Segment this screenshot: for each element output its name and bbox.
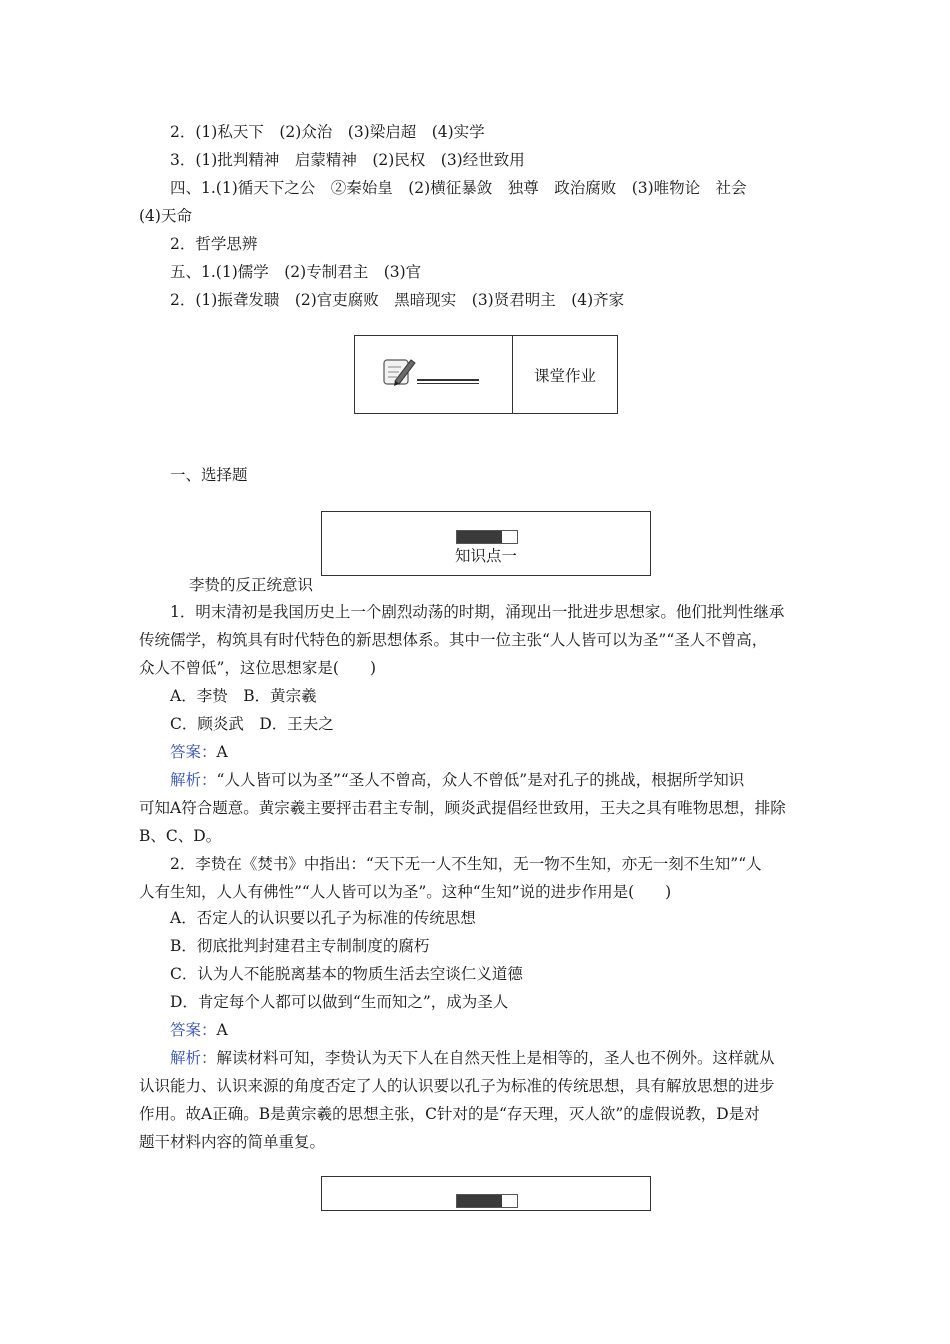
question-stem: 2．李贽在《焚书》中指出：“天下无一人不生知，无一物不生知，亦无一刻不生知”“人: [170, 855, 762, 873]
question-stem: 众人不曾低”，这位思想家是( ): [139, 659, 377, 677]
answer-value: A: [216, 1021, 228, 1039]
banner-rule: [417, 383, 479, 384]
answer-line: 五、1.(1)儒学 (2)专制君主 (3)官: [170, 263, 422, 281]
answer-row: [170, 1019, 228, 1041]
analysis-text: 可知A符合题意。黄宗羲主要抨击君主专制，顾炎武提倡经世致用，王夫之具有唯物思想，排除: [139, 799, 786, 817]
knowledge-point-subtitle: 李贽的反正统意识: [189, 576, 314, 594]
analysis-text: “人人皆可以为圣”“圣人不曾高，众人不曾低”是对孔子的挑战，根据所学知识: [216, 771, 745, 789]
knowledge-point-bar-fill: [457, 531, 502, 543]
question-option: A．否定人的认识要以孔子为标准的传统思想: [170, 909, 476, 927]
analysis-text: 作用。故A正确。B是黄宗羲的思想主张，C针对的是“存天理，灭人欲”的虚假说教，D是对: [139, 1105, 760, 1123]
question-option: C．认为人不能脱离基本的物质生活去空谈仁义道德: [170, 965, 523, 983]
analysis-row: [170, 769, 744, 791]
answer-line: 四、1.(1)循天下之公 ②秦始皇 (2)横征暴敛 独尊 政治腐败 (3)唯物论 社会: [170, 179, 747, 197]
answer-line: (4)天命: [139, 207, 192, 225]
analysis-text: 题干材料内容的简单重复。: [139, 1133, 326, 1151]
banner-label: 课堂作业: [533, 366, 596, 385]
analysis-text: B、C、D。: [139, 827, 222, 845]
knowledge-point-box: [321, 1176, 651, 1211]
pencil-icon: [381, 354, 417, 388]
analysis-text: 认识能力、认识来源的角度否定了人的认识要以孔子为标准的传统思想，具有解放思想的进步: [139, 1077, 775, 1095]
answer-value: A: [216, 743, 228, 761]
analysis-tag: 解析：: [170, 771, 217, 789]
question-stem: 传统儒学，构筑具有时代特色的新思想体系。其中一位主张“人人皆可以为圣”“圣人不曾高，: [139, 631, 768, 649]
answer-line: 3．(1)批判精神 启蒙精神 (2)民权 (3)经世致用: [170, 151, 525, 169]
analysis-tag: 解析：: [170, 1049, 217, 1067]
knowledge-point-box: [321, 511, 651, 576]
answer-row: [170, 741, 228, 763]
knowledge-point-bar-fill: [457, 1195, 502, 1207]
banner-rule: [417, 379, 479, 381]
question-stem: 人有生知，人人有佛性”“人人皆可以为圣”。这种“生知”说的进步作用是( ): [139, 883, 672, 901]
analysis-text: 解读材料可知，李贽认为天下人在自然天性上是相等的，圣人也不例外。这样就从: [216, 1049, 775, 1067]
answer-line: 2．哲学思辨: [170, 235, 258, 253]
question-option: C．顾炎武 D．王夫之: [170, 715, 334, 733]
section-banner: [354, 335, 618, 414]
answer-line: 2．(1)振聋发聩 (2)官吏腐败 黑暗现实 (3)贤君明主 (4)齐家: [170, 291, 625, 309]
question-stem: 1．明末清初是我国历史上一个剧烈动荡的时期，涌现出一批进步思想家。他们批判性继承: [170, 603, 785, 621]
answer-tag: 答案：: [170, 1021, 217, 1039]
knowledge-point-bar: [456, 1194, 518, 1208]
knowledge-point-bar: [456, 530, 518, 544]
knowledge-point-label: 知识点一: [454, 547, 517, 565]
banner-label-cell: [513, 336, 617, 413]
question-option: A．李贽 B．黄宗羲: [170, 687, 317, 705]
question-option: B．彻底批判封建君主专制制度的腐朽: [170, 937, 430, 955]
analysis-row: [170, 1047, 775, 1069]
question-option: D．肯定每个人都可以做到“生而知之”，成为圣人: [170, 993, 509, 1011]
answer-tag: 答案：: [170, 743, 217, 761]
banner-icon-cell: [355, 336, 513, 413]
section-title: 一、选择题: [170, 466, 248, 484]
answer-line: 2．(1)私天下 (2)众治 (3)梁启超 (4)实学: [170, 123, 485, 141]
